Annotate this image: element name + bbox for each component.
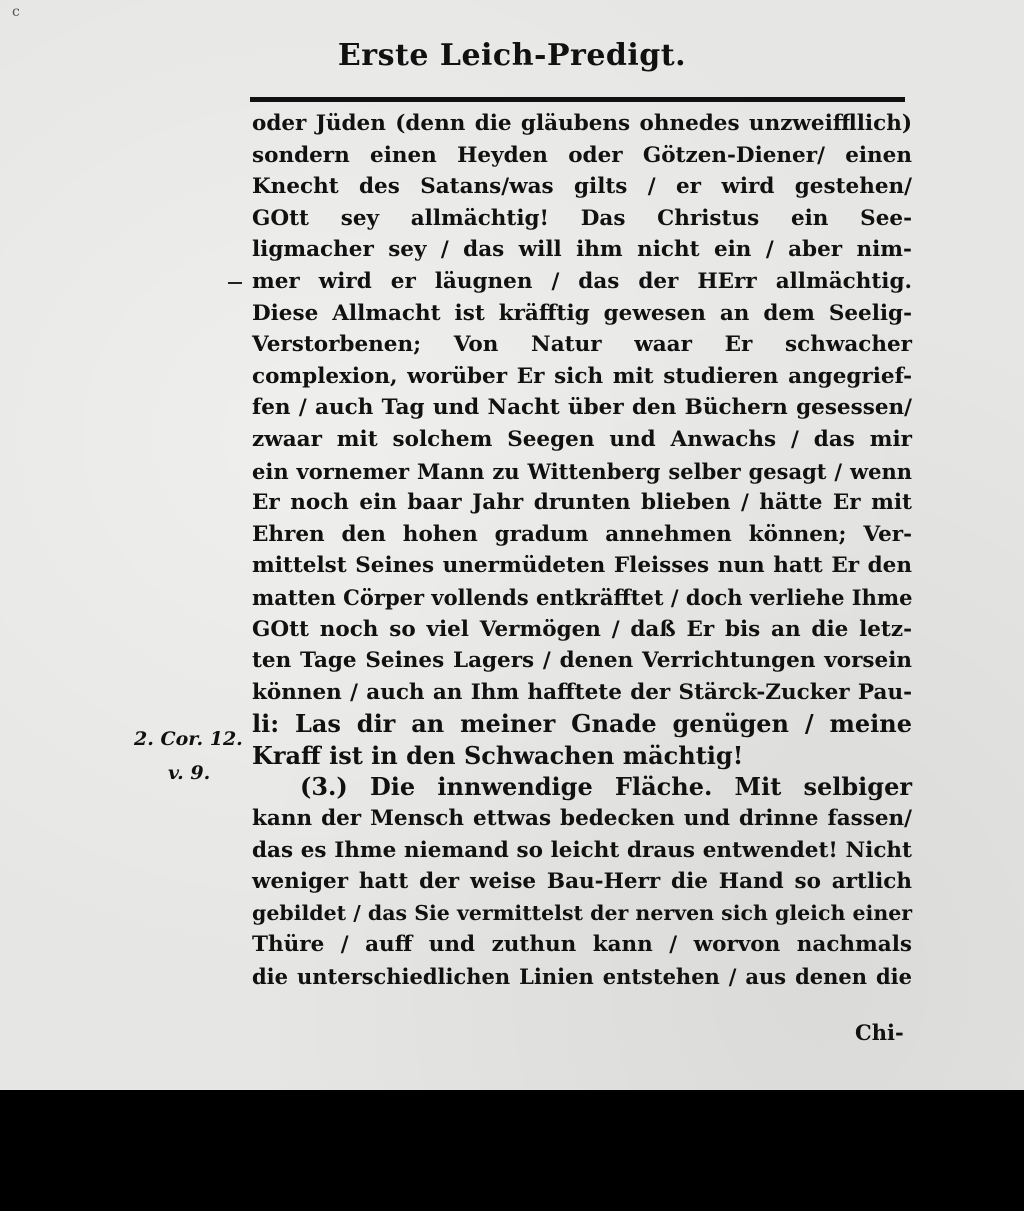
text-line: das es Ihme niemand so leicht draus entwendet! Nicht bbox=[252, 837, 912, 863]
text-line: GOtt noch so viel Vermögen / daß Er bis an die letz- bbox=[252, 616, 912, 642]
text-line: matten Cörper vollends entkräfftet / doch verliehe Ihme bbox=[252, 584, 913, 610]
text-line: zwaar mit solchem Seegen und Anwachs / das mir bbox=[252, 426, 912, 452]
corner-mark: c bbox=[12, 4, 20, 20]
text-line: ligmacher sey / das will ihm nicht ein / aber nim- bbox=[252, 237, 912, 263]
text-line: GOtt sey allmächtig! Das Christus ein See- bbox=[252, 205, 912, 231]
text-line: ein vornemer Mann zu Wittenberg selber gesagt / wenn bbox=[252, 458, 912, 484]
section-heading-line: (3.) Die innwendige Fläche. Mit selbiger bbox=[300, 772, 912, 802]
text-line: mer wird er läugnen / das der HErr allmächtig. bbox=[252, 268, 912, 294]
scripture-quote-line: Kraff ist in den Schwachen mächtig! bbox=[252, 740, 744, 770]
text-line: gebildet / das Sie vermittelst der nerven sich gleich einer bbox=[252, 900, 913, 925]
text-line: Diese Allmacht ist kräfftig gewesen an dem Seelig- bbox=[252, 300, 912, 326]
margin-dash bbox=[228, 282, 242, 284]
text-line: ten Tage Seines Lagers / denen Verrichtungen vorsein bbox=[252, 648, 912, 674]
text-line: sondern einen Heyden oder Götzen-Diener/ einen bbox=[252, 142, 912, 168]
text-line: Er noch ein baar Jahr drunten blieben / hätte Er mit bbox=[252, 490, 912, 516]
text-line: oder Jüden (denn die gläubens ohnedes unzweiffllich) bbox=[252, 111, 912, 136]
text-line: weniger hatt der weise Bau-Herr die Hand so artlich bbox=[252, 869, 912, 895]
scripture-quote-line: li: Las dir an meiner Gnade genügen / meine bbox=[252, 709, 912, 739]
text-line: mittelst Seines unermüdeten Fleisses nun hatt Er den bbox=[252, 553, 912, 579]
body-text-block bbox=[252, 108, 912, 993]
text-line: Ehren den hohen gradum annehmen können; Ver- bbox=[252, 521, 912, 547]
text-line: Knecht des Satans/was gilts / er wird gestehen/ bbox=[252, 174, 912, 200]
text-line: Verstorbenen; Von Natur waar Er schwacher bbox=[252, 332, 912, 358]
margin-reference: 2. Cor. 12. bbox=[134, 728, 243, 750]
text-line: kann der Mensch ettwas bedecken und drinne fassen/ bbox=[252, 806, 912, 832]
header-rule bbox=[250, 97, 905, 102]
text-line: können / auch an Ihm hafftete der Stärck-Zucker Pau- bbox=[252, 679, 912, 705]
text-line: die unterschiedlichen Linien entstehen / aus denen die bbox=[252, 964, 912, 990]
margin-reference: v. 9. bbox=[168, 762, 211, 784]
catchword: Chi- bbox=[855, 1020, 904, 1045]
text-line: complexion, worüber Er sich mit studieren angegrief- bbox=[252, 363, 912, 389]
text-line: Thüre / auff und zuthun kann / worvon nachmals bbox=[252, 932, 912, 958]
text-line: fen / auch Tag und Nacht über den Büchern gesessen/ bbox=[252, 395, 912, 421]
running-title: Erste Leich-Predigt. bbox=[337, 38, 687, 73]
